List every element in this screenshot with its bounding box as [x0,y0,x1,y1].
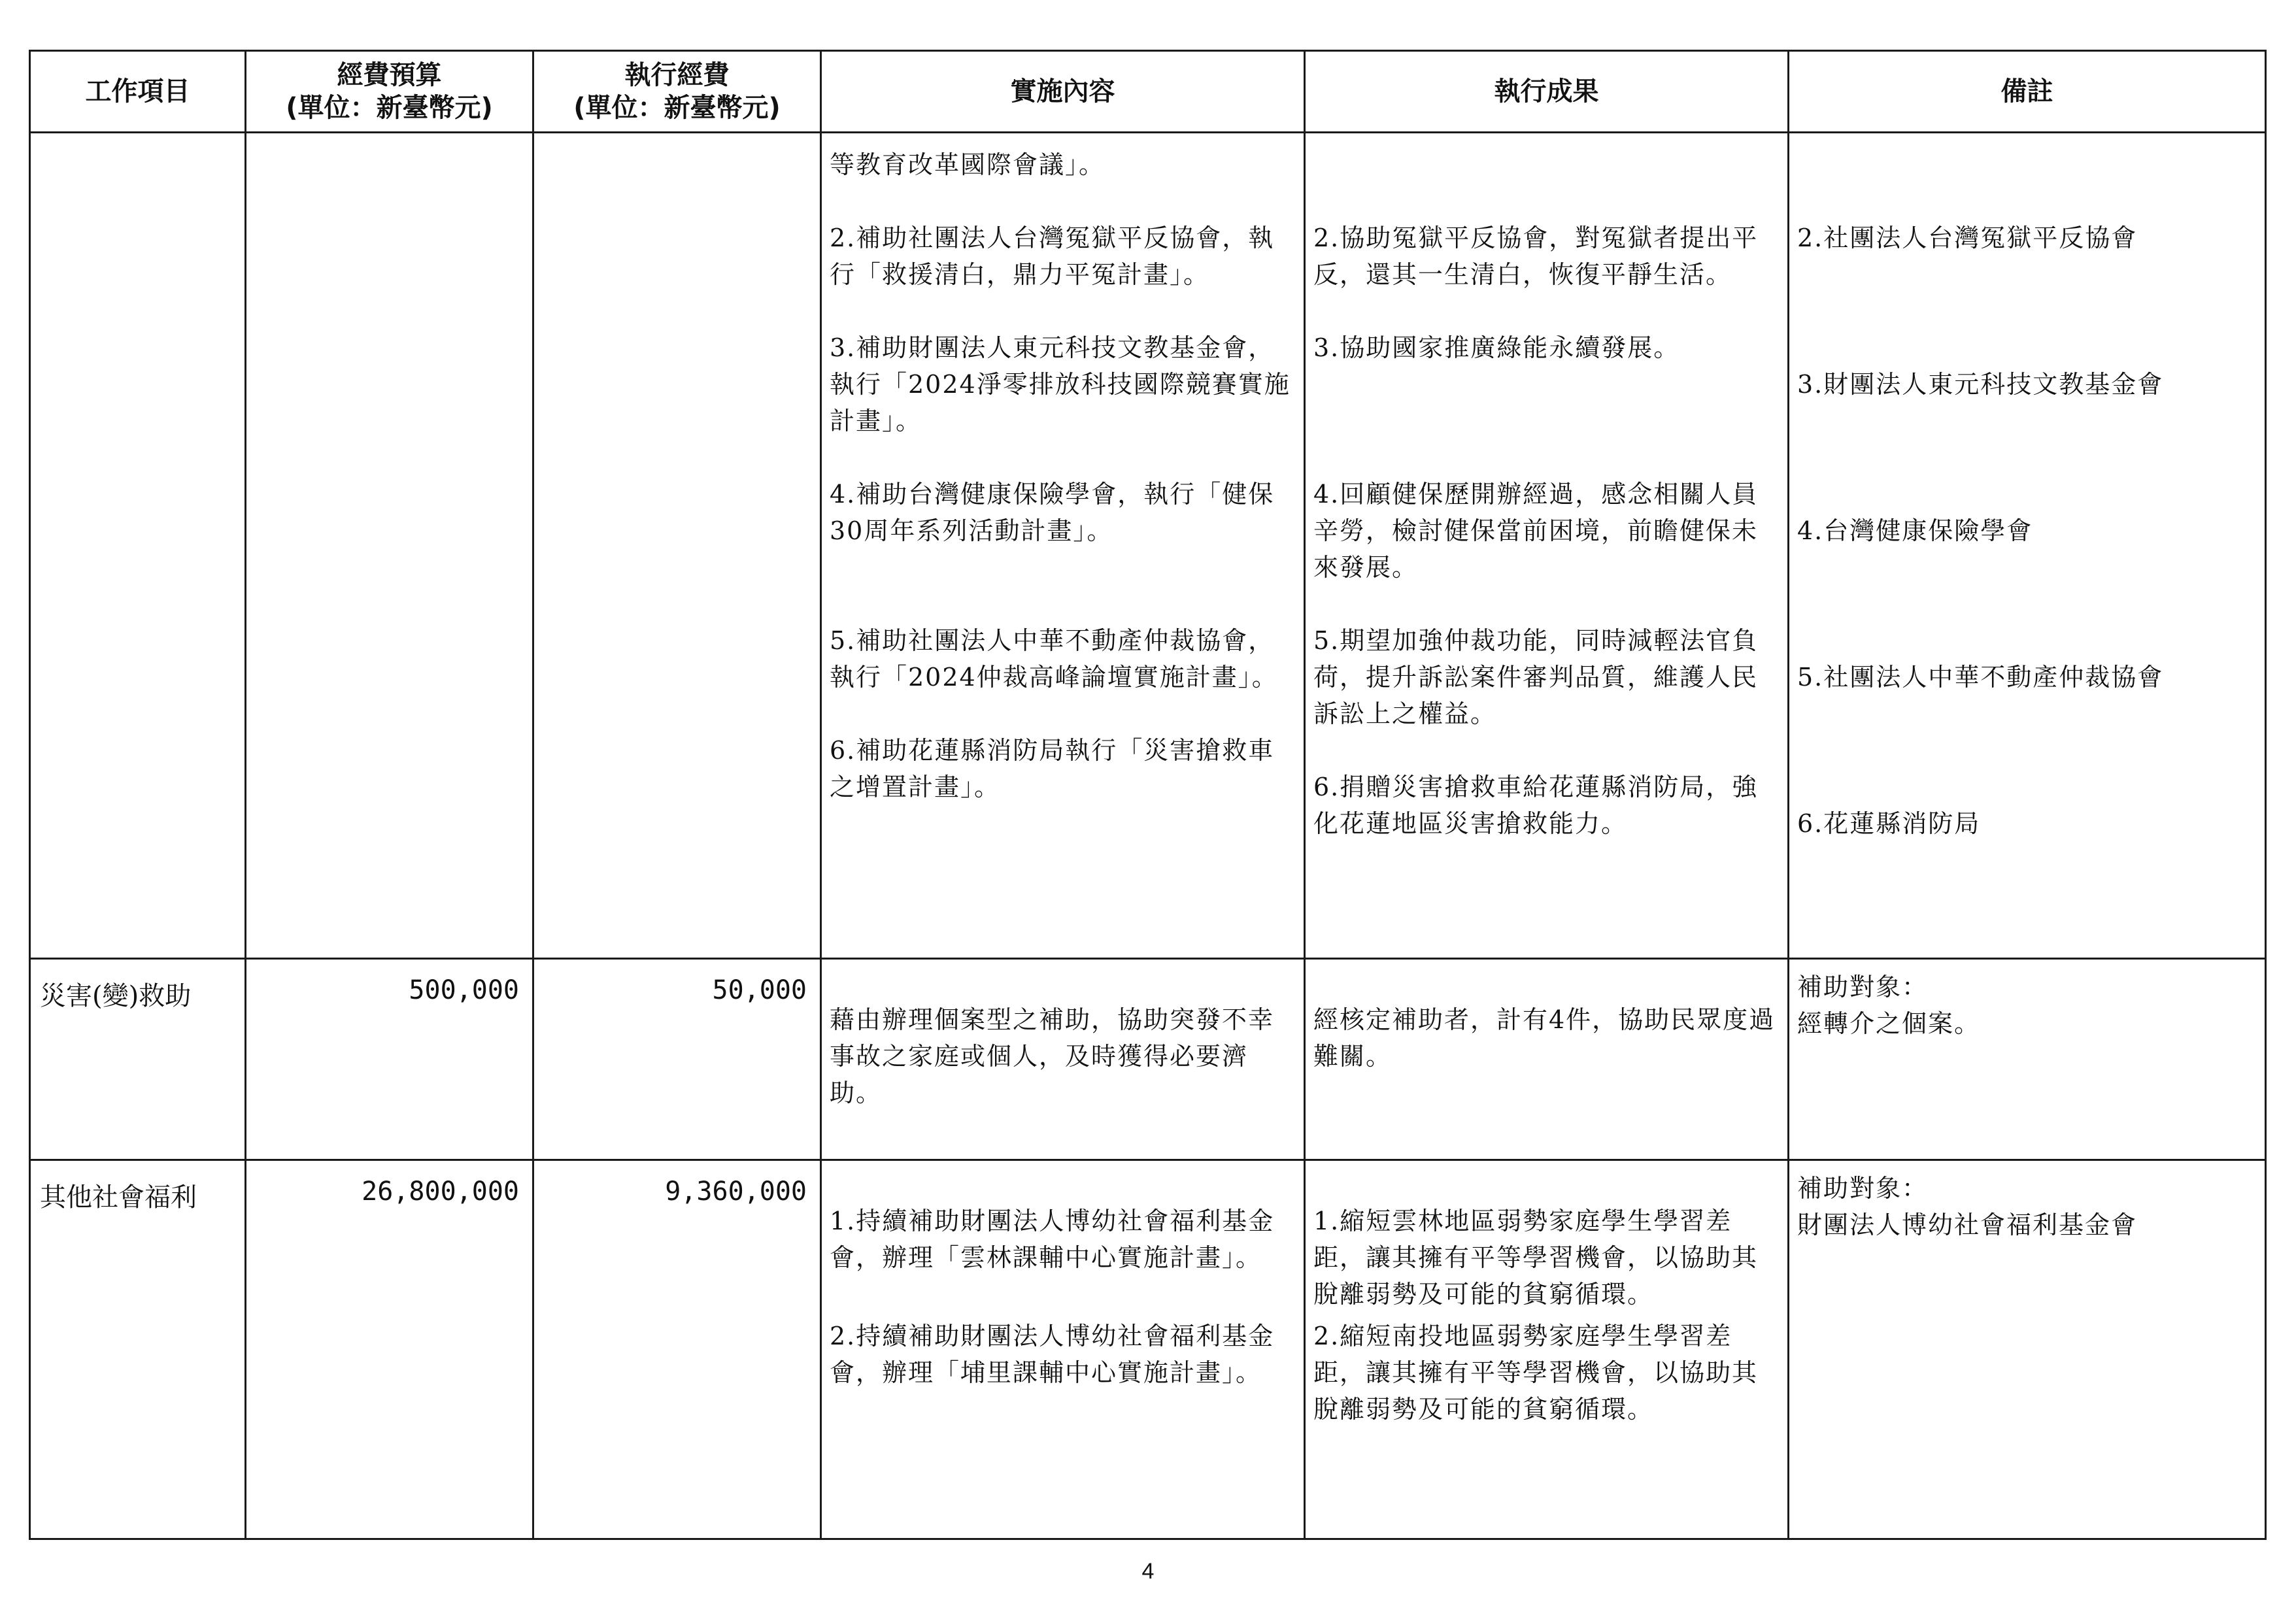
content-para: 2.補助社團法人台灣冤獄平反協會，執行「救援清白，鼎力平冤計畫」。 [830,224,1275,289]
row2-item: 災害(變)救助 [30,959,246,1160]
content-para: 5.補助社團法人中華不動產仲裁協會，執行「2024仲裁高峰論壇實施計畫」。 [830,626,1278,692]
table-row [30,959,2266,1160]
note-para: 3.財團法人東元科技文教基金會 [1797,370,2164,399]
result-para: 1.縮短雲林地區弱勢家庭學生學習差距，讓其擁有平等學習機會，以協助其脫離弱勢及可能的貧窮循環。 [1313,1207,1759,1309]
note-para: 4.台灣健康保險學會 [1797,516,2033,545]
note-para: 5.社團法人中華不動產仲裁協會 [1797,663,2164,692]
content-para: 2.持續補助財團法人博幼社會福利基金會，辦理「埔里課輔中心實施計畫」。 [830,1322,1275,1387]
result-para: 經核定補助者，計有4件，協助民眾度過難關。 [1313,1005,1776,1071]
note-value: 財團法人博幼社會福利基金會 [1797,1211,2138,1239]
header-budget [246,51,533,133]
row3-exec: 9,360,000 [533,1160,821,1539]
row2-note [1789,959,2266,1160]
table-row [30,1160,2266,1539]
row1-note [1789,133,2266,959]
content-para: 4.補助台灣健康保險學會，執行「健保30周年系列活動計畫」。 [830,480,1275,545]
row3-result [1305,1160,1789,1539]
header-item: 工作項目 [30,51,246,133]
content-para: 藉由辦理個案型之補助，協助突發不幸事故之家庭或個人，及時獲得必要濟助。 [830,1005,1275,1107]
result-para: 3.協助國家推廣綠能永續發展。 [1313,333,1680,362]
note-label: 補助對象： [1797,1174,1929,1203]
row2-content [821,959,1305,1160]
table-row [30,133,2266,959]
header-note: 備註 [1789,51,2266,133]
header-row [30,51,2266,133]
result-para: 2.協助冤獄平反協會，對冤獄者提出平反，還其一生清白，恢復平靜生活。 [1313,224,1759,289]
row1-result [1305,133,1789,959]
budget-table [29,50,2267,1540]
header-content: 實施內容 [821,51,1305,133]
result-para: 6.捐贈災害搶救車給花蓮縣消防局，強化花蓮地區災害搶救能力。 [1313,773,1759,838]
row1-exec [533,133,821,959]
note-value: 經轉介之個案。 [1797,1009,1981,1038]
row3-note [1789,1160,2266,1539]
result-para: 2.縮短南投地區弱勢家庭學生學習差距，讓其擁有平等學習機會，以協助其脫離弱勢及可能的貧窮循環。 [1313,1322,1759,1424]
header-exec [533,51,821,133]
row1-item [30,133,246,959]
note-para: 2.社團法人台灣冤獄平反協會 [1797,224,2138,252]
row3-content [821,1160,1305,1539]
row2-result [1305,959,1789,1160]
page-number: 4 [1141,1559,1155,1584]
row3-budget: 26,800,000 [246,1160,533,1539]
result-para: 5.期望加強仲裁功能，同時減輕法官負荷，提升訴訟案件審判品質，維護人民訴訟上之權益。 [1313,626,1759,728]
row2-exec: 50,000 [533,959,821,1160]
row3-item: 其他社會福利 [30,1160,246,1539]
content-para: 等教育改革國際會議」。 [830,150,1106,179]
row1-budget [246,133,533,959]
header-exec-title: 執行經費 [624,60,730,90]
header-exec-unit: (單位：新臺幣元) [573,93,781,123]
content-para: 1.持續補助財團法人博幼社會福利基金會，辦理「雲林課輔中心實施計畫」。 [830,1207,1275,1272]
result-para: 4.回顧健保歷開辦經過，感念相關人員辛勞，檢討健保當前困境，前瞻健保未來發展。 [1313,480,1759,582]
header-budget-title: 經費預算 [337,60,442,90]
content-para: 6.補助花蓮縣消防局執行「災害搶救車之增置計畫」。 [830,736,1275,801]
row1-content [821,133,1305,959]
note-para: 6.花蓮縣消防局 [1797,809,1981,838]
note-label: 補助對象： [1797,973,1929,1001]
row2-budget: 500,000 [246,959,533,1160]
header-result: 執行成果 [1305,51,1789,133]
content-para: 3.補助財團法人東元科技文教基金會，執行「2024淨零排放科技國際競賽實施計畫」。 [830,333,1291,435]
header-budget-unit: (單位：新臺幣元) [286,93,493,123]
